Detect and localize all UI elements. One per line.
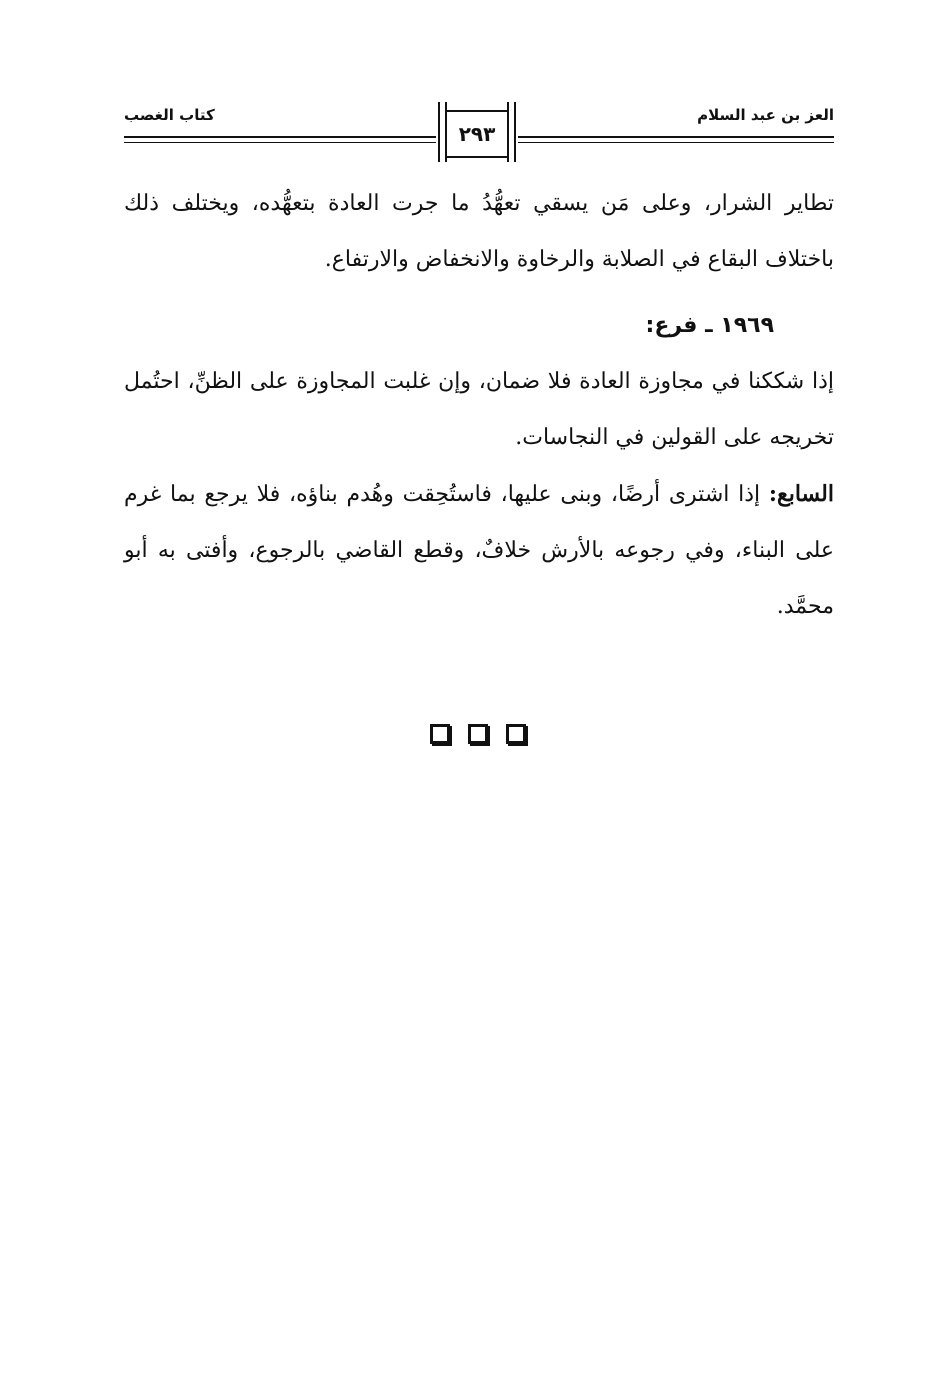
ornament-square-icon: [430, 724, 450, 744]
paragraph-3-text: إذا اشترى أرضًا، وبنى عليها، فاستُحِقت وهُدم بناؤه، فلا يرجع بما غرم على البناء، وفي رجوعه بالأرش خلافٌ، وقطع القاضي بالرجوع، وأفتى به أبو محمَّد.: [124, 482, 834, 619]
pillar-right-icon: [507, 102, 516, 162]
page-number-box: [436, 102, 518, 162]
paragraph-3-lead: السابع:: [768, 481, 834, 507]
paragraph-3-body: [124, 466, 834, 635]
end-ornament: [430, 724, 526, 748]
chapter-title: كتاب الغصب: [124, 106, 215, 124]
paragraph-2-text: إذا شككنا في مجاوزة العادة فلا ضمان، وإن غلبت المجاوزة على الظنِّ، احتُمل تخريجه على القولين في النجاسات.: [124, 369, 834, 450]
heading-text: ١٩٦٩ ـ فرع:: [645, 313, 774, 338]
pillar-left-icon: [438, 102, 447, 162]
paragraph-3: [124, 466, 834, 635]
page-header: [124, 102, 834, 162]
book-author-title: العز بن عبد السلام: [697, 106, 834, 124]
section-heading: [124, 298, 834, 354]
paragraph-2: [124, 354, 834, 466]
ornament-square-icon: [468, 724, 488, 744]
page-number: ٢٩٣: [458, 122, 496, 146]
paragraph-1: [124, 176, 834, 288]
ornament-square-icon: [506, 724, 526, 744]
paragraph-1-text: تطاير الشرار، وعلى مَن يسقي تعهُّدُ ما جرت العادة بتعهُّده، ويختلف ذلك باختلاف البقاع في الصلابة والرخاوة والانخفاض والارتفاع.: [124, 191, 834, 272]
